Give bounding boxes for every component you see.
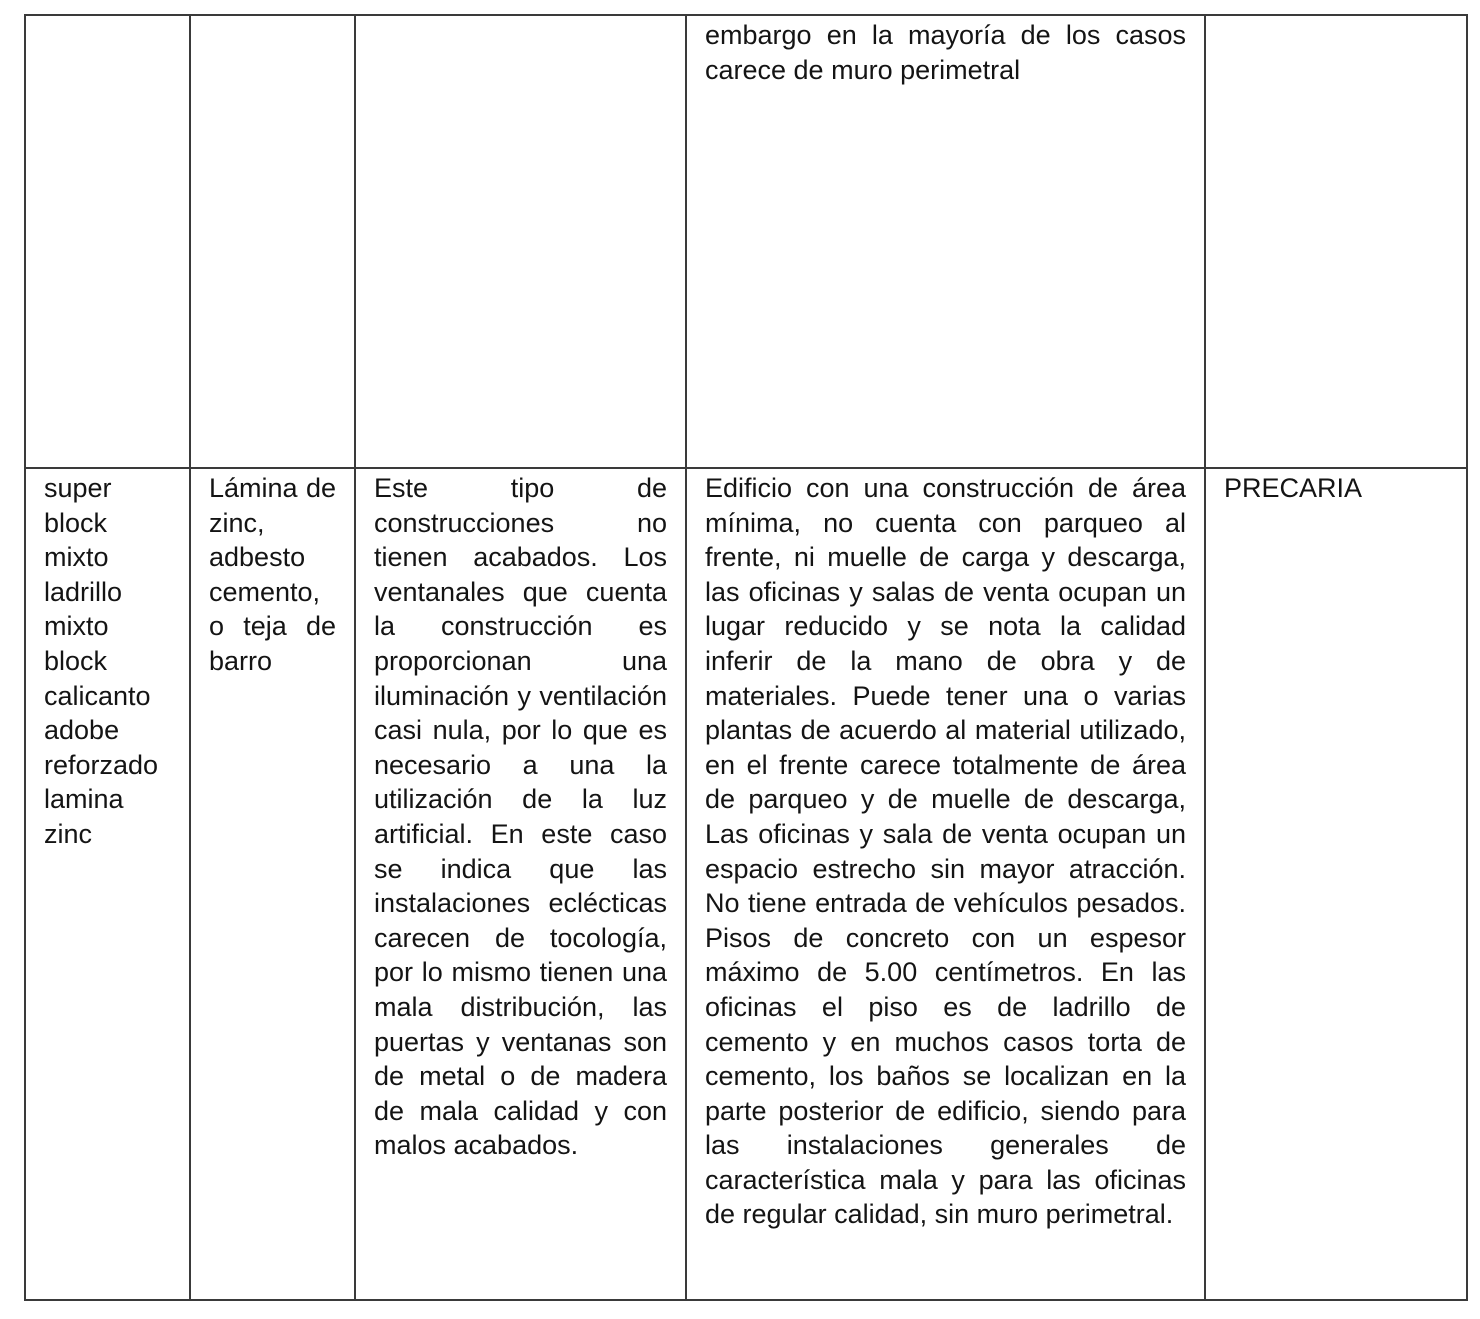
cell-roof-continued bbox=[190, 15, 355, 468]
cell-roof: Lámina de zinc, adbesto cemento, o teja de barro bbox=[190, 468, 355, 1300]
materials-line: adobe bbox=[44, 715, 120, 746]
cell-materials-continued bbox=[25, 15, 190, 468]
classification-table bbox=[24, 14, 1468, 1301]
materials-line: mixto bbox=[44, 542, 109, 573]
cell-description-continued: embargo en la mayoría de los casos carece de muro perimetral bbox=[686, 15, 1205, 468]
materials-list bbox=[44, 471, 171, 852]
materials-line: reforzado bbox=[44, 749, 159, 780]
cell-classification-continued bbox=[1205, 15, 1467, 468]
table-row bbox=[25, 468, 1467, 1300]
materials-line: block bbox=[44, 507, 108, 538]
materials-line: ladrillo bbox=[44, 576, 123, 607]
materials-line: lamina bbox=[44, 784, 124, 815]
cell-finishes-continued bbox=[355, 15, 686, 468]
materials-line: super bbox=[44, 473, 112, 503]
cell-finishes: Este tipo de construcciones no tienen acabados. Los ventanales que cuenta la construcción es proporcionan una iluminación y ventilación casi nula, por lo que es necesario a una la utilización de la luz artificial. En este caso se indica que las instalaciones eclécticas carecen de tocología, por lo mismo tienen una mala distribución, las puertas y ventanas son de metal o de madera de mala calidad y con malos acabados. bbox=[355, 468, 686, 1300]
cell-materials bbox=[25, 468, 190, 1300]
materials-line: mixto bbox=[44, 611, 109, 642]
table-row bbox=[25, 15, 1467, 468]
cell-description: Edificio con una construcción de área mínima, no cuenta con parqueo al frente, ni muelle de carga y descarga, las oficinas y salas de venta ocupan un lugar reducido y se nota la calidad inferir de la mano de obra y de materiales. Puede tener una o varias plantas de acuerdo al material utilizado, en el frente carece totalmente de área de parqueo y de muelle de descarga, Las oficinas y sala de venta ocupan un espacio estrecho sin mayor atracción. No tiene entrada de vehículos pesados. Pisos de concreto con un espesor máximo de 5.00 centímetros. En las oficinas el piso es de ladrillo de cemento y en muchos casos torta de cemento, los baños se localizan en la parte posterior de edificio, siendo para las instalaciones generales de característica mala y para las oficinas de regular calidad, sin muro perimetral. bbox=[686, 468, 1205, 1300]
materials-line: block bbox=[44, 645, 108, 676]
cell-classification: PRECARIA bbox=[1205, 468, 1467, 1300]
materials-line: calicanto bbox=[44, 680, 151, 711]
materials-line: zinc bbox=[44, 818, 93, 849]
